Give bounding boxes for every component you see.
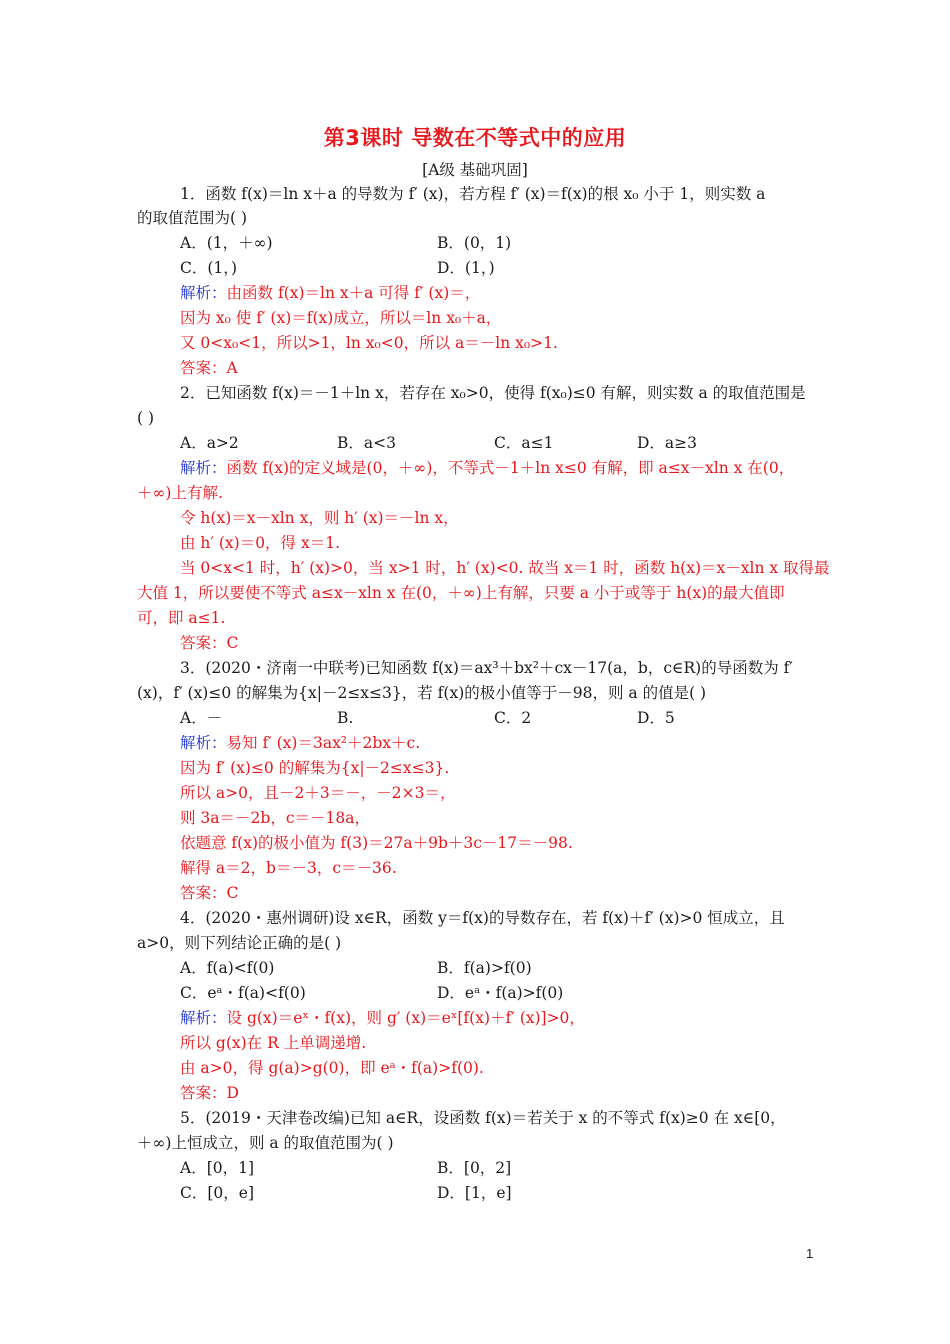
q1-solution-line: 因为 x₀ 使 f′ (x)＝f(x)成立，所以＝ln x₀＋a，: [180, 309, 502, 327]
q4-solution-line: 由 a>0，得 g(a)>g(0)，即 eᵃ・f(a)>f(0).: [180, 1059, 484, 1077]
q1-option-b: B．(0，1): [437, 234, 512, 252]
q4-solution-line: 所以 g(x)在 R 上单调递增.: [180, 1034, 367, 1052]
q5-option-b: B．[0，2]: [437, 1159, 512, 1177]
solution-label: 解析：: [180, 284, 227, 302]
q2-option-c: C．a≤1: [494, 434, 554, 452]
q4-solution-line: [180, 1008, 585, 1028]
solution-label: 解析：: [180, 734, 227, 752]
q4-stem-cont: a>0，则下列结论正确的是( ): [137, 934, 342, 952]
q5-option-a: A．[0，1]: [180, 1159, 255, 1177]
q2-solution-line: 大值 1，所以要使不等式 a≤x－xln x 在(0，＋∞)上有解，只要 a 小于或等于 h(x)的最大值即: [137, 584, 785, 602]
level-heading: [A级 基础巩固]: [422, 161, 528, 179]
solution-text: 易知 f′ (x)＝3ax²＋2bx＋c.: [226, 734, 421, 752]
page-title: 第3课时 导数在不等式中的应用: [323, 126, 627, 150]
q3-option-a: A．－: [180, 709, 223, 727]
q3-solution-line: [180, 733, 420, 753]
q3-solution-line: 因为 f′ (x)≤0 的解集为{x|－2≤x≤3}.: [180, 759, 450, 777]
q1-answer: 答案：A: [180, 359, 238, 377]
q3-stem: 3．(2020・济南一中联考)已知函数 f(x)＝ax³＋bx²＋cx－17(a，b，c∈R)的导函数为 f′: [180, 659, 793, 677]
q1-solution-line: [180, 283, 480, 303]
q1-stem: 1．函数 f(x)＝ln x＋a 的导数为 f′ (x)，若方程 f′ (x)＝f(x)的根 x₀ 小于 1，则实数 a: [180, 185, 766, 203]
q2-stem: 2．已知函数 f(x)＝－1＋ln x，若存在 x₀>0，使得 f(x₀)≤0 有解，则实数 a 的取值范围是: [180, 384, 806, 402]
solution-text: 函数 f(x)的定义域是(0，＋∞)，不等式－1＋ln x≤0 有解，即 a≤x－xln x 在(0，: [226, 459, 795, 477]
q3-solution-line: 则 3a＝－2b，c＝－18a，: [180, 809, 370, 827]
q2-answer: 答案：C: [180, 634, 239, 652]
q1-solution-line: 又 0<x₀<1，所以>1，ln x₀<0，所以 a＝－ln x₀>1.: [180, 334, 558, 352]
solution-text: 由函数 f(x)＝ln x＋a 可得 f′ (x)＝，: [226, 284, 481, 302]
q2-option-d: D．a≥3: [637, 434, 698, 452]
q1-option-a: A．(1，＋∞): [180, 234, 273, 252]
q2-solution-line: 当 0<x<1 时，h′ (x)>0，当 x>1 时，h′ (x)<0. 故当 x＝1 时，函数 h(x)＝x－xln x 取得最: [180, 559, 830, 577]
q2-solution-line: 令 h(x)＝x－xln x，则 h′ (x)＝－ln x，: [180, 509, 459, 527]
q2-solution-line: 由 h′ (x)＝0，得 x＝1.: [180, 534, 341, 552]
q2-solution-line: [180, 458, 794, 478]
q3-option-b: B.: [337, 709, 354, 727]
q5-stem: 5．(2019・天津卷改编)已知 a∈R，设函数 f(x)＝若关于 x 的不等式 f(x)≥0 在 x∈[0，: [180, 1109, 786, 1127]
solution-label: 解析：: [180, 1009, 227, 1027]
q4-stem: 4．(2020・惠州调研)设 x∈R，函数 y＝f(x)的导数存在，若 f(x)＋f′ (x)>0 恒成立，且: [180, 909, 785, 927]
q2-option-a: A．a>2: [180, 434, 239, 452]
solution-label: 解析：: [180, 459, 227, 477]
page-number: 1: [806, 1246, 814, 1261]
q5-option-d: D．[1，e]: [437, 1184, 512, 1202]
q3-solution-line: 依题意 f(x)的极小值为 f(3)＝27a＋9b＋3c－17＝－98.: [180, 834, 573, 852]
q2-solution-line: ＋∞)上有解.: [137, 484, 223, 502]
q4-option-a: A．f(a)<f(0): [180, 959, 275, 977]
q3-solution-line: 解得 a＝2，b＝－3，c＝－36.: [180, 859, 397, 877]
q3-stem-cont: (x)，f′ (x)≤0 的解集为{x|－2≤x≤3}，若 f(x)的极小值等于－98，则 a 的值是( ): [137, 684, 707, 702]
q3-answer: 答案：C: [180, 884, 239, 902]
q4-option-d: D．eᵃ・f(a)>f(0): [437, 984, 564, 1002]
q1-option-d: D．(1，): [437, 259, 495, 277]
q5-stem-cont: ＋∞)上恒成立，则 a 的取值范围为( ): [137, 1134, 394, 1152]
q4-answer: 答案：D: [180, 1084, 239, 1102]
q3-solution-line: 所以 a>0，且－2＋3＝－，－2×3＝，: [180, 784, 456, 802]
q4-option-c: C．eᵃ・f(a)<f(0): [180, 984, 306, 1002]
q2-solution-line: 可，即 a≤1.: [137, 609, 226, 627]
q2-option-b: B．a<3: [337, 434, 396, 452]
q3-option-d: D．5: [637, 709, 675, 727]
q1-stem-cont: 的取值范围为( ): [137, 209, 248, 227]
q5-option-c: C．[0，e]: [180, 1184, 254, 1202]
solution-text: 设 g(x)＝eˣ・f(x)，则 g′ (x)＝eˣ[f(x)＋f′ (x)]>0，: [226, 1009, 585, 1027]
q4-option-b: B．f(a)>f(0): [437, 959, 532, 977]
q1-option-c: C．(1，): [180, 259, 238, 277]
q2-stem-cont: ( ): [137, 409, 155, 427]
q3-option-c: C．2: [494, 709, 532, 727]
